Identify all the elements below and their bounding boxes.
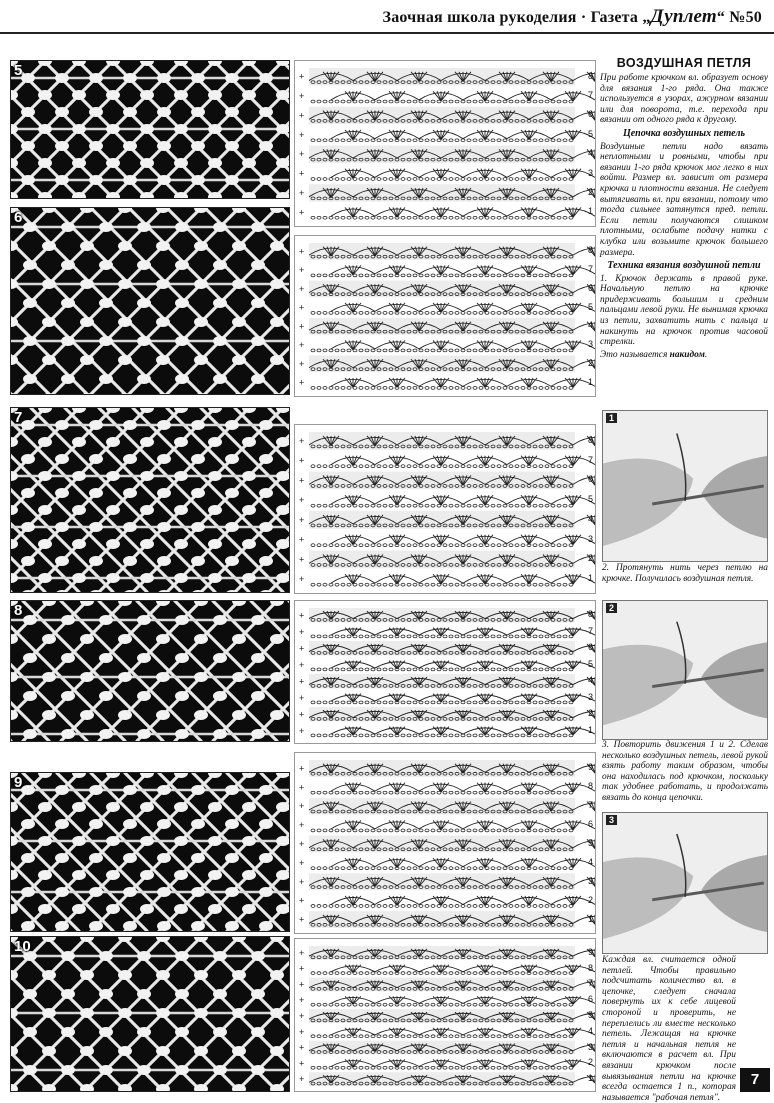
page-header (0, 0, 774, 34)
swatch-number: 7 (14, 409, 23, 426)
chart-symbols (295, 425, 595, 593)
lace-photo (11, 408, 289, 592)
row-number: 1 (587, 573, 593, 584)
row-number: 5 (587, 128, 593, 139)
swatch-photo-7 (10, 407, 290, 593)
row-number: 6 (587, 474, 593, 485)
row-number: 4 (587, 1025, 593, 1036)
swatch-photo-10 (10, 936, 290, 1092)
row-number: 2 (587, 186, 593, 197)
crochet-chart-7 (294, 424, 596, 594)
row-number: 2 (587, 1057, 593, 1068)
row-number: 4 (587, 856, 593, 867)
svg-text:+: + (299, 168, 305, 179)
svg-text:+: + (299, 763, 305, 774)
row-number: 4 (587, 148, 593, 159)
row-number: 4 (587, 675, 593, 686)
swatch-number: 5 (14, 62, 23, 79)
issue-number: “ №50 (716, 9, 762, 26)
svg-text:+: + (299, 340, 305, 351)
lace-photo (11, 601, 289, 741)
svg-text:+: + (299, 435, 305, 446)
row-number: 7 (587, 454, 593, 465)
swatch-number: 6 (14, 209, 23, 226)
row-number: 7 (587, 978, 593, 989)
svg-text:+: + (299, 839, 305, 849)
swatch-number: 8 (14, 602, 23, 619)
chart-symbols (295, 601, 595, 743)
svg-text:+: + (299, 1011, 305, 1021)
svg-text:+: + (299, 857, 305, 868)
row-number: 6 (587, 282, 593, 293)
article-title: ВОЗДУШНАЯ ПЕТЛЯ (616, 56, 752, 70)
svg-text:+: + (299, 643, 305, 654)
svg-text:+: + (299, 659, 305, 670)
swatch-photo-5 (10, 60, 290, 199)
hands-hook-photo (603, 411, 767, 561)
row-number: 8 (587, 781, 593, 792)
row-number: 4 (587, 513, 593, 524)
row-number: 9 (587, 946, 593, 957)
row-number: 1 (587, 913, 593, 924)
svg-text:+: + (299, 709, 305, 720)
swatch-number: 9 (14, 774, 23, 791)
row-numbers (581, 61, 593, 226)
row-number: 8 (587, 245, 593, 256)
crochet-chart-8 (294, 600, 596, 744)
term-end: . (704, 349, 708, 360)
row-number: 3 (587, 875, 593, 886)
step-photo-1 (602, 410, 768, 562)
article-sidebar (600, 56, 768, 398)
svg-text:+: + (299, 495, 305, 506)
chart-symbols (295, 939, 595, 1091)
row-number: 7 (587, 625, 593, 636)
header-title-text: Заочная школа рукоделия · Газета „ (382, 9, 651, 26)
swatch-photo-9 (10, 772, 290, 932)
svg-text:+: + (299, 246, 305, 257)
row-number: 3 (587, 339, 593, 350)
chart-symbols (295, 61, 595, 226)
svg-text:+: + (299, 574, 305, 585)
term-bold: накидом (669, 349, 705, 360)
chart-symbols (295, 753, 595, 933)
svg-text:+: + (299, 782, 305, 793)
caption-step-3: 3. Повторить движения 1 и 2. Сделав несколько воздушных петель, левой рукой взять работу таким образом, чтобы она находилась под крючком, поскольку так удобнее работать, и продолжать вязать до конца цепочки. (602, 740, 768, 803)
swatch-photo-6 (10, 207, 290, 395)
row-number: 8 (587, 609, 593, 620)
caption-count: Каждая вл. считается одной петлей. Чтобы правильно подсчитать количество вл. в цепочке, следует сначала повернуть их к себе лицевой стороной и проверить, не переплелись ли вместе несколько петель. Лежащая на крючке петля и начальная петля не включаются в расчет вл. При вязании крючком после вывязывания петли на крючке всегда остается 1 п., которая называется "рабочая петля". (602, 955, 736, 1103)
lace-photo (11, 773, 289, 931)
svg-text:+: + (299, 187, 305, 198)
row-number: 6 (587, 819, 593, 830)
row-number: 7 (587, 90, 593, 101)
section-heading: Цепочка воздушных петель (622, 127, 746, 139)
svg-text:+: + (299, 475, 305, 486)
row-number: 5 (587, 1010, 593, 1020)
row-number: 2 (587, 708, 593, 719)
crochet-chart-5 (294, 60, 596, 227)
step-photo-number: 1 (606, 413, 617, 423)
caption-step-2: 2. Протянуть нить через петлю на крючке. Получилась воздушная петля. (602, 563, 768, 584)
step-photo-number: 2 (606, 603, 617, 613)
step-photo-2 (602, 600, 768, 740)
crochet-chart-10 (294, 938, 596, 1092)
svg-text:+: + (299, 91, 305, 102)
svg-text:+: + (299, 377, 305, 388)
svg-text:+: + (299, 110, 305, 121)
row-number: 1 (587, 1073, 593, 1084)
svg-text:+: + (299, 914, 305, 925)
row-number: 3 (587, 533, 593, 544)
row-number: 1 (587, 206, 593, 217)
row-number: 1 (587, 724, 593, 735)
svg-text:+: + (299, 725, 305, 736)
svg-text:+: + (299, 455, 305, 466)
svg-text:+: + (299, 692, 305, 703)
row-number: 8 (587, 962, 593, 973)
header-divider (0, 32, 774, 34)
row-numbers (581, 236, 593, 396)
row-number: 7 (587, 264, 593, 275)
svg-text:+: + (299, 283, 305, 294)
row-number: 8 (587, 434, 593, 445)
row-number: 5 (587, 494, 593, 505)
section-heading: Техника вязания воздушной петли (607, 260, 761, 272)
svg-text:+: + (299, 876, 305, 887)
header-title (383, 6, 762, 28)
svg-text:+: + (299, 358, 305, 369)
svg-text:+: + (299, 129, 305, 140)
row-number: 6 (587, 642, 593, 653)
svg-text:+: + (299, 321, 305, 332)
row-number: 1 (587, 376, 593, 387)
row-number: 6 (587, 109, 593, 120)
svg-text:+: + (299, 1042, 305, 1053)
svg-text:+: + (299, 302, 305, 313)
step-photo-3 (602, 812, 768, 954)
svg-text:+: + (299, 995, 305, 1006)
step-paragraph: 1. Крючок держать в правой руке. Начальную петлю на крючке придерживать большим и средним пальцами левой руки. Не вынимая крючка из петли, захватить нить с пальца и накинуть на крючок против часовой стрелки. (600, 273, 768, 348)
swatch-photo-8 (10, 600, 290, 742)
svg-text:+: + (299, 1026, 305, 1037)
svg-text:+: + (299, 534, 305, 545)
row-number: 3 (587, 1041, 593, 1052)
row-number: 2 (587, 894, 593, 905)
hands-hook-photo (603, 601, 767, 739)
row-number: 7 (587, 800, 593, 811)
lace-photo (11, 937, 289, 1091)
crochet-chart-6 (294, 235, 596, 397)
svg-text:+: + (299, 149, 305, 160)
row-number: 3 (587, 691, 593, 702)
svg-text:+: + (299, 514, 305, 525)
row-number: 5 (587, 658, 593, 669)
row-numbers (581, 425, 593, 593)
row-number: 2 (587, 553, 593, 564)
row-number: 5 (587, 838, 593, 848)
row-number: 2 (587, 357, 593, 368)
svg-text:+: + (299, 820, 305, 831)
body-paragraph: Воздушные петли надо вязать неплотными и ровными, чтобы при вязании 1-го ряда крючок мог легко в них войти. Размер вл. зависит от размера крючка и плотности вязания. Не следует вытягивать вл. при вязании, потому что тогда сильнее затянутся пред. петли. Если петли получаются слишком плотными, ослабьте подачу нитки с клубка или возьмите крючок большего размера. (600, 141, 768, 258)
row-number: 3 (587, 167, 593, 178)
row-number: 4 (587, 320, 593, 331)
hands-hook-photo (603, 813, 767, 953)
row-number: 9 (587, 762, 593, 773)
lace-photo (11, 208, 289, 394)
svg-text:+: + (299, 71, 305, 82)
row-numbers (581, 601, 593, 743)
lace-photo (11, 61, 289, 198)
crochet-chart-9 (294, 752, 596, 934)
svg-text:+: + (299, 626, 305, 637)
term-paragraph (600, 350, 768, 361)
row-numbers (581, 753, 593, 933)
page-number: 7 (740, 1068, 770, 1092)
term-lead: Это называется (600, 349, 670, 360)
intro-paragraph: При работе крючком вл. образует основу для вязания 1-го ряда. Она также используется в узорах, ажурном вязании или для поворота, т.е. перехода при вязании от одного ряда к другому. (600, 73, 768, 126)
svg-text:+: + (299, 1058, 305, 1069)
svg-text:+: + (299, 979, 305, 990)
svg-text:+: + (299, 265, 305, 276)
svg-text:+: + (299, 947, 305, 958)
row-numbers (581, 939, 593, 1091)
row-number: 8 (587, 70, 593, 81)
row-number: 6 (587, 994, 593, 1005)
svg-text:+: + (299, 801, 305, 812)
step-photo-number: 3 (606, 815, 617, 825)
svg-text:+: + (299, 207, 305, 218)
svg-text:+: + (299, 895, 305, 906)
chart-symbols (295, 236, 595, 396)
svg-text:+: + (299, 1074, 305, 1085)
swatch-number: 10 (14, 938, 31, 955)
svg-text:+: + (299, 963, 305, 974)
row-number: 5 (587, 301, 593, 312)
svg-text:+: + (299, 554, 305, 565)
svg-text:+: + (299, 610, 305, 621)
svg-text:+: + (299, 676, 305, 687)
newspaper-logo: Дуплет (650, 6, 717, 27)
